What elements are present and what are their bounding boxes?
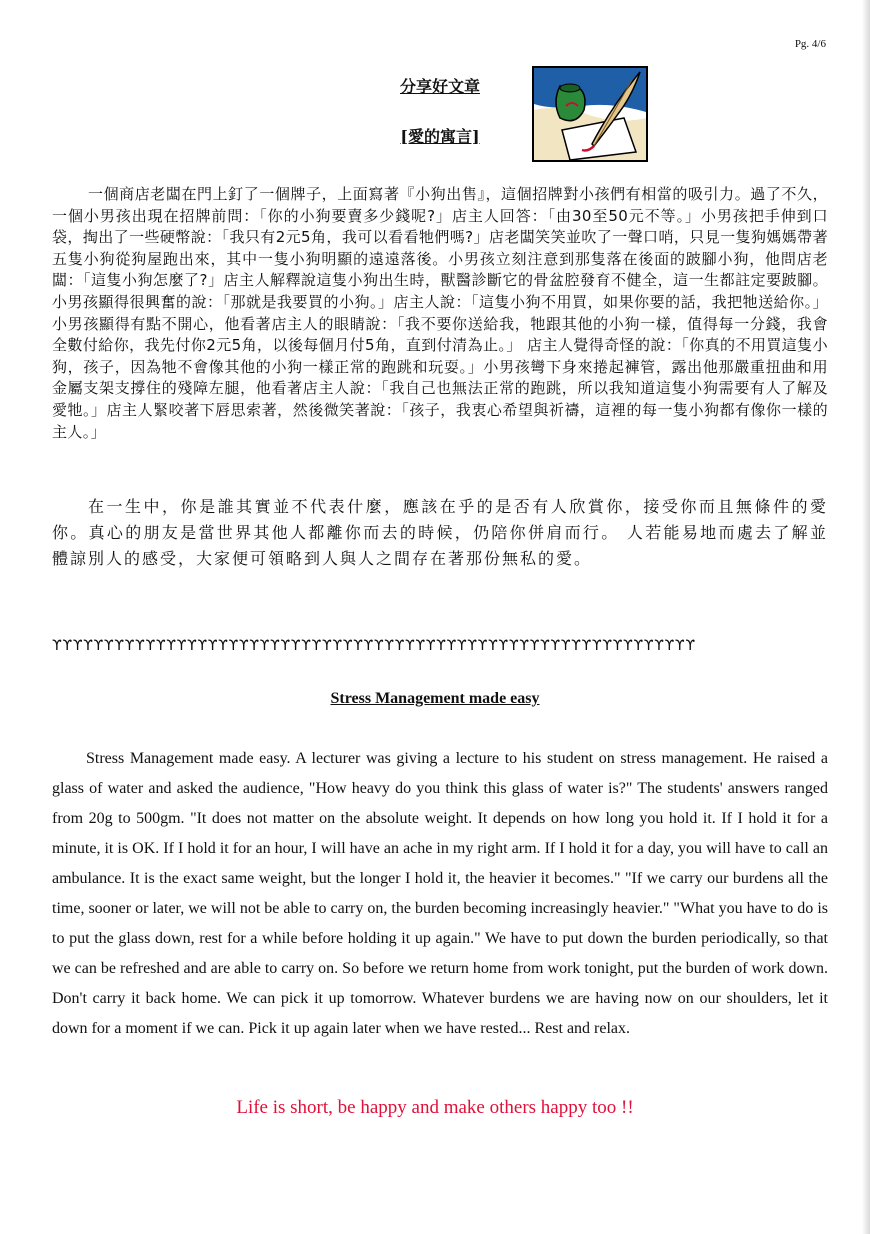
article-body: Stress Management made easy. A lecturer was giving a lecture to his student on stress management. He raised a glass of water and asked the audience, "How heavy do you think this glass of water is?" The students' answers ranged from 20g to 500gm. "It does not matter on the absolute weight. It depends on how long you hold it. If I hold it for a minute, it is OK. If I hold it for an hour, I will have an ache in my right arm. If I hold it for a day, you will have to call an ambulance. It is the exact same weight, but the longer I hold it, the heavier it becomes." "If we carry our burdens all the time, sooner or later, we will not be able to carry on, the burden becoming increasingly heavier." "What you have to do is to put the glass down, rest for a while before holding it up again." We have to put down the burden periodically, so that we can be refreshed and are able to carry on. So before we return home from work tonight, put the burden of work down. Don't carry it back home. We can pick it up tomorrow. Whatever burdens we are having now on our shoulders, let it down for a moment if we can. Pick it up again later when we have rested... Rest and relax. [52,750,828,1037]
decorative-divider: ϒϒϒϒϒϒϒϒϒϒϒϒϒϒϒϒϒϒϒϒϒϒϒϒϒϒϒϒϒϒϒϒϒϒϒϒϒϒϒϒϒϒϒϒϒϒϒϒϒϒϒϒϒϒϒϒϒϒϒϒϒϒ [52,638,696,654]
story-paragraph-1: 一個商店老闆在門上釘了一個牌子，上面寫著『小狗出售』，這個招牌對小孩們有相當的吸引力。過了不久，一個小男孩出現在招牌前問：「你的小狗要賣多少錢呢?」店主人回答：「由30至50元不等。」小男孩把手伸到口袋，掏出了一些硬幣說：「我只有2元5角，我可以看看牠們嗎?」店老闆笑笑並吹了一聲口哨，只見一隻狗媽媽帶著五隻小狗從狗屋跑出來，其中一隻小狗明顯的遠遠落後。小男孩立刻注意到那隻落在後面的跛腳小狗，他問店老闆：「這隻小狗怎麼了?」店主人解釋說這隻小狗出生時，獸醫診斷它的骨盆腔發育不健全，這一生都註定要跛腳。 小男孩顯得很興奮的說：「那就是我要買的小狗。」店主人說：「這隻小狗不用買，如果你要的話，我把牠送給你。」小男孩顯得有點不開心，他看著店主人的眼睛說：「我不要你送給我，牠跟其他的小狗一樣，值得每一分錢，我會全數付給你，我先付你2元5角，以後每個月付5角，直到付清為止。」 店主人覺得奇怪的說：「你真的不用買這隻小狗，孩子，因為牠不會像其他的小狗一樣正常的跑跳和玩耍。」小男孩彎下身來捲起褲管，露出他那嚴重扭曲和用金屬支架支撐住的殘障左腿，他看著店主人說：「我自己也無法正常的跑跳，所以我知道這隻小狗需要有人了解及愛牠。」店主人緊咬著下唇思索著，然後微笑著說：「孩子，我衷心希望與祈禱，這裡的每一隻小狗都有像你一樣的主人。」 [52,185,828,441]
story-paragraph-2: 在一生中，你是誰其實並不代表什麼，應該在乎的是否有人欣賞你，接受你而且無條件的愛你。真心的朋友是當世界其他人都離你而去的時候，仍陪你併肩而行。 人若能易地而處去了解並體諒別人的感受，大家便可領略到人與人之間存在著那份無私的愛。 [52,497,828,568]
section-title: 分享好文章 [399,77,480,96]
section-subtitle: [愛的寓言] [400,127,480,146]
page-number: Pg. 4/6 [794,38,826,50]
quill-and-paper-illustration-icon [532,66,648,162]
page-edge [862,0,870,1234]
closing-message: Life is short, be happy and make others happy too !! [236,1097,634,1118]
article-title: Stress Management made easy [330,690,540,707]
